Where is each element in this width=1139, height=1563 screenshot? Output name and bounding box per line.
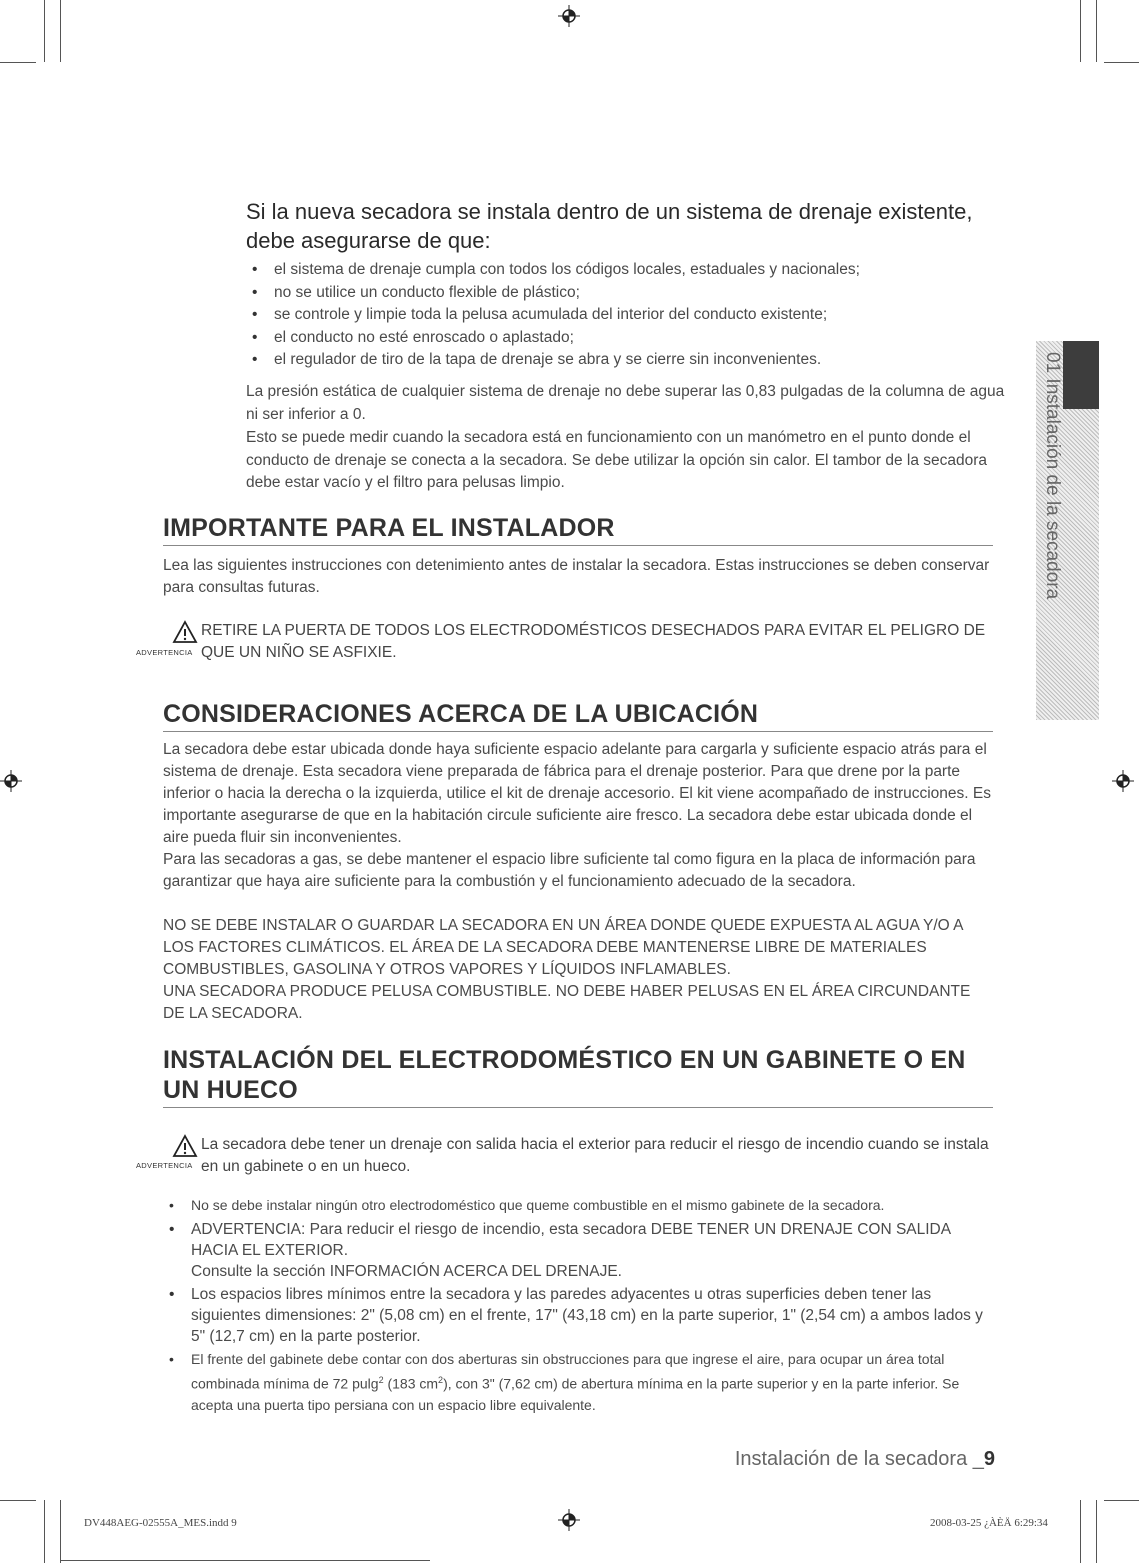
chapter-tab-marker: [1063, 341, 1099, 409]
list-item: [163, 1219, 995, 1282]
page-footer: [735, 1448, 995, 1471]
print-slug-date: 2008-03-25 ¿ÀÈÄ 6:29:34: [930, 1517, 1048, 1529]
crop-mark: [1104, 1500, 1139, 1501]
crop-mark: [60, 1560, 430, 1561]
section-location-p1: La secadora debe estar ubicada donde haya suficiente espacio adelante para cargarla y suficiente espacio atrás para el sistema de drenaje. Esta secadora viene preparada de fábrica para el drenaje posterior. Para que drene por la parte inferior o hacia la derecha o la izquierda, utilice el kit de drenaje accesorio. El kit viene acompañado de instrucciones. Es importante asegurarse de que en la habitación circule suficiente aire fresco. La secadora debe estar ubicada donde el aire pueda fluir sin inconvenientes.: [163, 741, 991, 846]
intro-paragraph-measure: Esto se puede medir cuando la secadora está en funcionamiento con un manómetro en el punto donde el conducto de drenaje se conecta a la secadora. Se debe utilizar la opción sin calor. El tambor de la secadora debe estar vacío y el filtro para pelusas limpio.: [246, 429, 988, 491]
bullet-text: ), con 3" (7,62 cm) de abertura mínima en la parte superior y en la parte inferior. Se acepta una puerta tipo persiana con un espacio libre equivalente.: [191, 1375, 960, 1413]
chapter-tab-label: 01 Instalación de la secadora: [1042, 352, 1063, 600]
registration-mark-icon: [1112, 770, 1134, 792]
warning-text-cabinet: La secadora debe tener un drenaje con salida hacia el exterior para reducir el riesgo de incendio cuando se instala en un gabinete o en un hueco.: [201, 1136, 989, 1175]
list-item: • no se utilice un conducto flexible de plástico;: [246, 282, 1006, 305]
list-item: • el sistema de drenaje cumpla con todos los códigos locales, estaduales y nacionales;: [246, 259, 1006, 282]
section-location-p3: NO SE DEBE INSTALAR O GUARDAR LA SECADORA EN UN ÁREA DONDE QUEDE EXPUESTA AL AGUA Y/O A LOS FACTORES CLIMÁTICOS. EL ÁREA DE LA SECADORA DEBE MANTENERSE LIBRE DE MATERIALES COMBUSTIBLES, GASOLINA Y OTROS VAPORES Y LÍQUIDOS INFLAMABLES.: [163, 917, 963, 978]
warning-label: ADVERTENCIA: [136, 1161, 193, 1170]
registration-mark-icon: [558, 5, 580, 27]
warning-triangle-icon: [172, 1134, 198, 1158]
bullet-text: (183 cm: [383, 1375, 439, 1392]
intro-paragraph-pressure: La presión estática de cualquier sistema de drenaje no debe superar las 0,83 pulgadas de la columna de agua ni ser inferior a 0.: [246, 383, 1005, 423]
list-item: [163, 1195, 995, 1216]
crop-mark: [0, 62, 36, 63]
bullet-subtext: Consulte la sección INFORMACIÓN ACERCA DEL DRENAJE.: [191, 1263, 622, 1280]
crop-mark: [1096, 1500, 1097, 1563]
warning-label: ADVERTENCIA: [136, 648, 193, 657]
superscript: 2: [378, 1375, 384, 1385]
crop-mark: [60, 0, 61, 62]
registration-mark-icon: [558, 1509, 580, 1531]
bullet-text: El frente del gabinete debe contar con dos aberturas sin obstrucciones para que ingrese el aire, para ocupar un área total combinada mínima de 72 pulg: [191, 1351, 945, 1392]
crop-mark: [1080, 0, 1081, 62]
registration-mark-icon: [0, 770, 22, 792]
section-heading-installer: IMPORTANTE PARA EL INSTALADOR: [163, 513, 993, 546]
bullet-text: Los espacios libres mínimos entre la secadora y las paredes adyacentes u otras superficies deben tener las siguientes dimensiones: 2" (5,08 cm) en el frente, 17" (43,18 cm) en la parte superior, 1" (2,54 cm) a ambos lados y 5" (12,7 cm) en la parte posterior.: [191, 1286, 983, 1345]
list-item: • el conducto no esté enroscado o aplastado;: [246, 327, 1006, 350]
list-item: • el regulador de tiro de la tapa de drenaje se abra y se cierre sin inconvenientes.: [246, 349, 1006, 372]
list-item: • se controle y limpie toda la pelusa acumulada del interior del conducto existente;: [246, 304, 1006, 327]
section-location-p4: UNA SECADORA PRODUCE PELUSA COMBUSTIBLE. NO DEBE HABER PELUSAS EN EL ÁREA CIRCUNDANTE DE LA SECADORA.: [163, 983, 971, 1022]
page-number: 9: [983, 1448, 995, 1470]
section-heading-location: CONSIDERACIONES ACERCA DE LA UBICACIÓN: [163, 699, 993, 732]
section-installer-body: Lea las siguientes instrucciones con detenimiento antes de instalar la secadora. Estas instrucciones se deben conservar para consultas futuras.: [163, 557, 990, 596]
warning-triangle-icon: [172, 620, 198, 644]
bullet-text: ADVERTENCIA: Para reducir el riesgo de incendio, esta secadora DEBE TENER UN DRENAJE CON SALIDA HACIA EL EXTERIOR.: [191, 1221, 951, 1259]
section-heading-cabinet: INSTALACIÓN DEL ELECTRODOMÉSTICO EN UN GABINETE O EN UN HUECO: [163, 1045, 993, 1108]
footer-label: Instalación de la secadora _: [734, 1448, 984, 1470]
intro-bullet-list: [246, 259, 1006, 372]
crop-mark: [1096, 0, 1097, 62]
crop-mark: [1104, 62, 1139, 63]
crop-mark: [1080, 1500, 1081, 1563]
crop-mark: [60, 1500, 61, 1563]
warning-text-door: RETIRE LA PUERTA DE TODOS LOS ELECTRODOMÉSTICOS DESECHADOS PARA EVITAR EL PELIGRO DE QUE UN NIÑO SE ASFIXIE.: [201, 622, 986, 661]
cabinet-bullet-list: [163, 1195, 995, 1416]
crop-mark: [44, 1500, 45, 1563]
section-location-p2: Para las secadoras a gas, se debe mantener el espacio libre suficiente tal como figura en la placa de información para garantizar que haya aire suficiente para la combustión y el funcionamiento adecuado de la secadora.: [163, 851, 976, 890]
bullet-text: No se debe instalar ningún otro electrodoméstico que queme combustible en el mismo gabinete de la secadora.: [191, 1197, 885, 1213]
print-slug-file: DV448AEG-02555A_MES.indd 9: [84, 1517, 237, 1529]
crop-mark: [44, 0, 45, 62]
list-item: [163, 1284, 995, 1347]
intro-title: Si la nueva secadora se instala dentro de un sistema de drenaje existente, debe asegurarse de que:: [246, 199, 973, 253]
list-item: [163, 1349, 995, 1416]
crop-mark: [0, 1500, 36, 1501]
superscript: 2: [438, 1375, 444, 1385]
